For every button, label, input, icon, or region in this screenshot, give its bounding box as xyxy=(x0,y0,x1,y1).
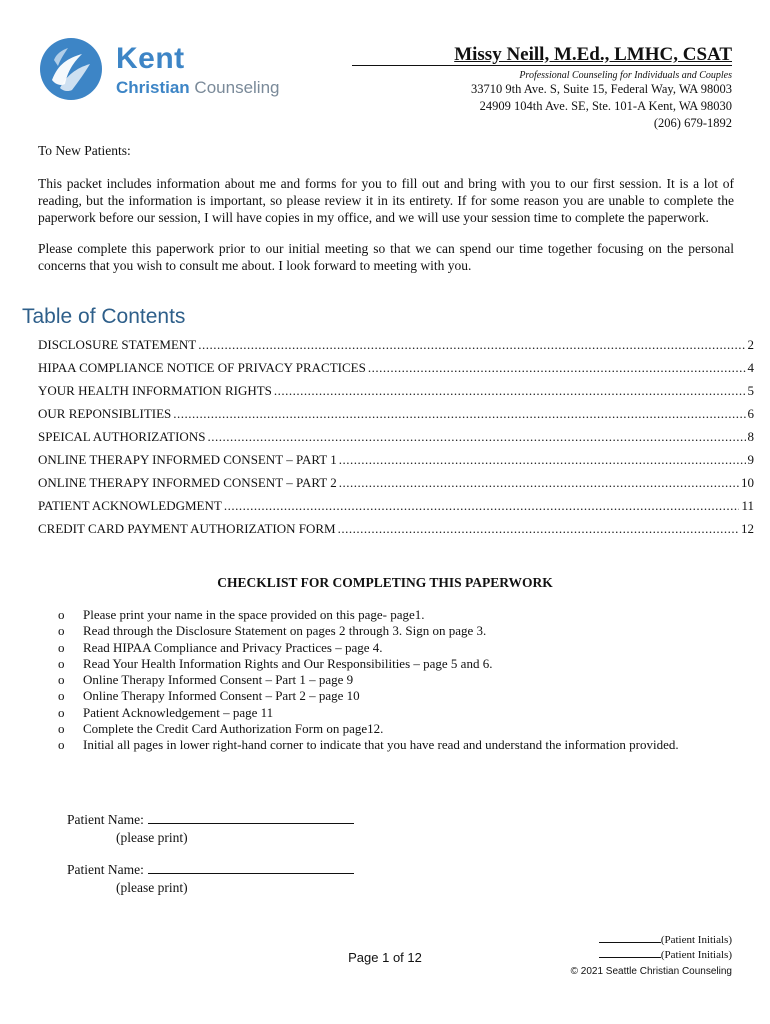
checklist-bullet: o xyxy=(58,737,65,753)
table-of-contents xyxy=(38,337,754,544)
toc-entry[interactable] xyxy=(38,406,754,429)
please-print-hint: (please print) xyxy=(116,880,188,895)
toc-entry-page: 4 xyxy=(747,360,754,375)
initials-blank-1[interactable] xyxy=(599,932,661,943)
logo-subtitle xyxy=(116,78,279,98)
checklist-item xyxy=(58,672,748,688)
toc-entry-label: ONLINE THERAPY INFORMED CONSENT – PART 2 xyxy=(38,475,337,490)
checklist-item xyxy=(58,656,748,672)
greeting: To New Patients: xyxy=(38,143,131,158)
logo-mark-icon xyxy=(38,36,104,102)
copyright: © 2021 Seattle Christian Counseling xyxy=(570,966,732,977)
intro-section xyxy=(38,142,734,288)
patient-name-field-1 xyxy=(67,809,354,846)
toc-leader-dots xyxy=(198,337,745,353)
checklist-bullet: o xyxy=(58,607,65,622)
checklist-item xyxy=(58,688,748,704)
letterhead xyxy=(352,44,732,132)
toc-leader-dots xyxy=(224,498,740,514)
intro-paragraph-1: This packet includes information about me and forms for you to fill out and bring with you to our first session. It is a lot of reading, but the information is important, so please review it in its entirety. If for some reason you are unable to complete the paperwork before our session, I will have copies in my office, and we will use your session time to complete the paperwork. xyxy=(38,176,734,225)
toc-entry[interactable] xyxy=(38,337,754,360)
checklist-item xyxy=(58,607,748,623)
toc-leader-dots xyxy=(339,475,739,491)
checklist-item xyxy=(58,640,748,656)
toc-leader-dots xyxy=(338,521,739,537)
logo-name: Kent xyxy=(116,42,185,75)
checklist-bullet: o xyxy=(58,704,65,720)
checklist-bullet: o xyxy=(58,672,65,688)
toc-entry-page: 11 xyxy=(741,498,754,513)
toc-leader-dots xyxy=(368,360,746,376)
toc-entry-label: YOUR HEALTH INFORMATION RIGHTS xyxy=(38,383,272,398)
toc-entry[interactable] xyxy=(38,498,754,521)
checklist-bullet: o xyxy=(58,721,65,737)
checklist-item-text: Initial all pages in lower right-hand corner to indicate that you have read and understand the information provided. xyxy=(83,737,679,753)
toc-entry[interactable] xyxy=(38,383,754,406)
checklist-item-text: Read HIPAA Compliance and Privacy Practices – page 4. xyxy=(83,639,383,655)
checklist-item-text: Read Your Health Information Rights and Our Responsibilities – page 5 and 6. xyxy=(83,655,493,671)
checklist-bullet: o xyxy=(58,639,65,655)
toc-entry[interactable] xyxy=(38,360,754,383)
tagline: Professional Counseling for Individuals and Couples xyxy=(519,70,732,81)
checklist-bullet: o xyxy=(58,623,65,639)
checklist-item xyxy=(58,721,748,737)
checklist-title: CHECKLIST FOR COMPLETING THIS PAPERWORK xyxy=(217,575,553,590)
toc-leader-dots xyxy=(339,452,746,468)
name-line xyxy=(352,44,732,68)
toc-leader-dots xyxy=(173,406,745,422)
toc-entry-page: 8 xyxy=(747,429,754,444)
toc-entry-label: SPEICAL AUTHORIZATIONS xyxy=(38,429,206,444)
patient-name-input[interactable] xyxy=(148,809,354,824)
name-rule xyxy=(352,65,732,66)
address-2: 24909 104th Ave. SE, Ste. 101-A Kent, WA 98030 xyxy=(479,99,732,113)
intro-paragraph-2: Please complete this paperwork prior to our initial meeting so that we can spend our time together focusing on the personal concerns that you wish to consult me about. I look forward to meeting with you. xyxy=(38,241,734,273)
checklist-item-text: Read through the Disclosure Statement on pages 2 through 3. Sign on page 3. xyxy=(83,623,487,639)
checklist-item xyxy=(58,737,748,753)
toc-entry-label: CREDIT CARD PAYMENT AUTHORIZATION FORM xyxy=(38,521,336,536)
toc-entry-page: 10 xyxy=(741,475,754,490)
toc-entry-page: 2 xyxy=(747,337,754,352)
checklist xyxy=(58,607,748,754)
toc-entry[interactable] xyxy=(38,521,754,544)
logo xyxy=(38,36,308,106)
checklist-item-text: Complete the Credit Card Authorization Form on page12. xyxy=(83,721,384,737)
practitioner-name: Missy Neill, M.Ed., LMHC, CSAT xyxy=(454,44,732,65)
toc-entry-label: PATIENT ACKNOWLEDGMENT xyxy=(38,498,222,513)
initials-label-1: (Patient Initials) xyxy=(660,934,732,946)
patient-name-field-2 xyxy=(67,859,354,896)
toc-entry-label: ONLINE THERAPY INFORMED CONSENT – PART 1 xyxy=(38,452,337,467)
checklist-item-text: Please print your name in the space provided on this page- page1. xyxy=(83,607,425,622)
logo-sub-light: Counseling xyxy=(194,78,280,97)
toc-entry-page: 12 xyxy=(741,521,754,536)
phone: (206) 679-1892 xyxy=(653,116,732,130)
logo-sub-bold: Christian xyxy=(116,78,190,97)
toc-entry[interactable] xyxy=(38,452,754,475)
address-1: 33710 9th Ave. S, Suite 15, Federal Way, WA 98003 xyxy=(470,82,732,96)
toc-entry-label: HIPAA COMPLIANCE NOTICE OF PRIVACY PRACTICES xyxy=(38,360,366,375)
checklist-item-text: Patient Acknowledgement – page 11 xyxy=(83,704,274,720)
checklist-item xyxy=(58,705,748,721)
checklist-item-text: Online Therapy Informed Consent – Part 2 – page 10 xyxy=(83,688,360,704)
toc-entry-page: 6 xyxy=(747,406,754,421)
patient-name-label: Patient Name: xyxy=(67,812,144,827)
toc-leader-dots xyxy=(274,383,746,399)
toc-title: Table of Contents xyxy=(22,305,186,328)
toc-leader-dots xyxy=(207,429,745,445)
toc-entry-label: OUR REPONSIBLITIES xyxy=(38,406,172,421)
checklist-item-text: Online Therapy Informed Consent – Part 1 – page 9 xyxy=(83,672,354,688)
initials-label-2: (Patient Initials) xyxy=(660,949,732,961)
checklist-bullet: o xyxy=(58,688,65,704)
toc-entry[interactable] xyxy=(38,475,754,498)
toc-entry-label: DISCLOSURE STATEMENT xyxy=(38,337,197,352)
page-number: Page 1 of 12 xyxy=(348,950,422,965)
patient-name-label: Patient Name: xyxy=(67,862,144,877)
please-print-hint: (please print) xyxy=(116,830,188,845)
toc-entry-page: 5 xyxy=(747,383,754,398)
checklist-bullet: o xyxy=(58,655,65,671)
checklist-item xyxy=(58,623,748,639)
patient-name-input[interactable] xyxy=(148,859,354,874)
toc-entry-page: 9 xyxy=(747,452,754,467)
toc-entry[interactable] xyxy=(38,429,754,452)
